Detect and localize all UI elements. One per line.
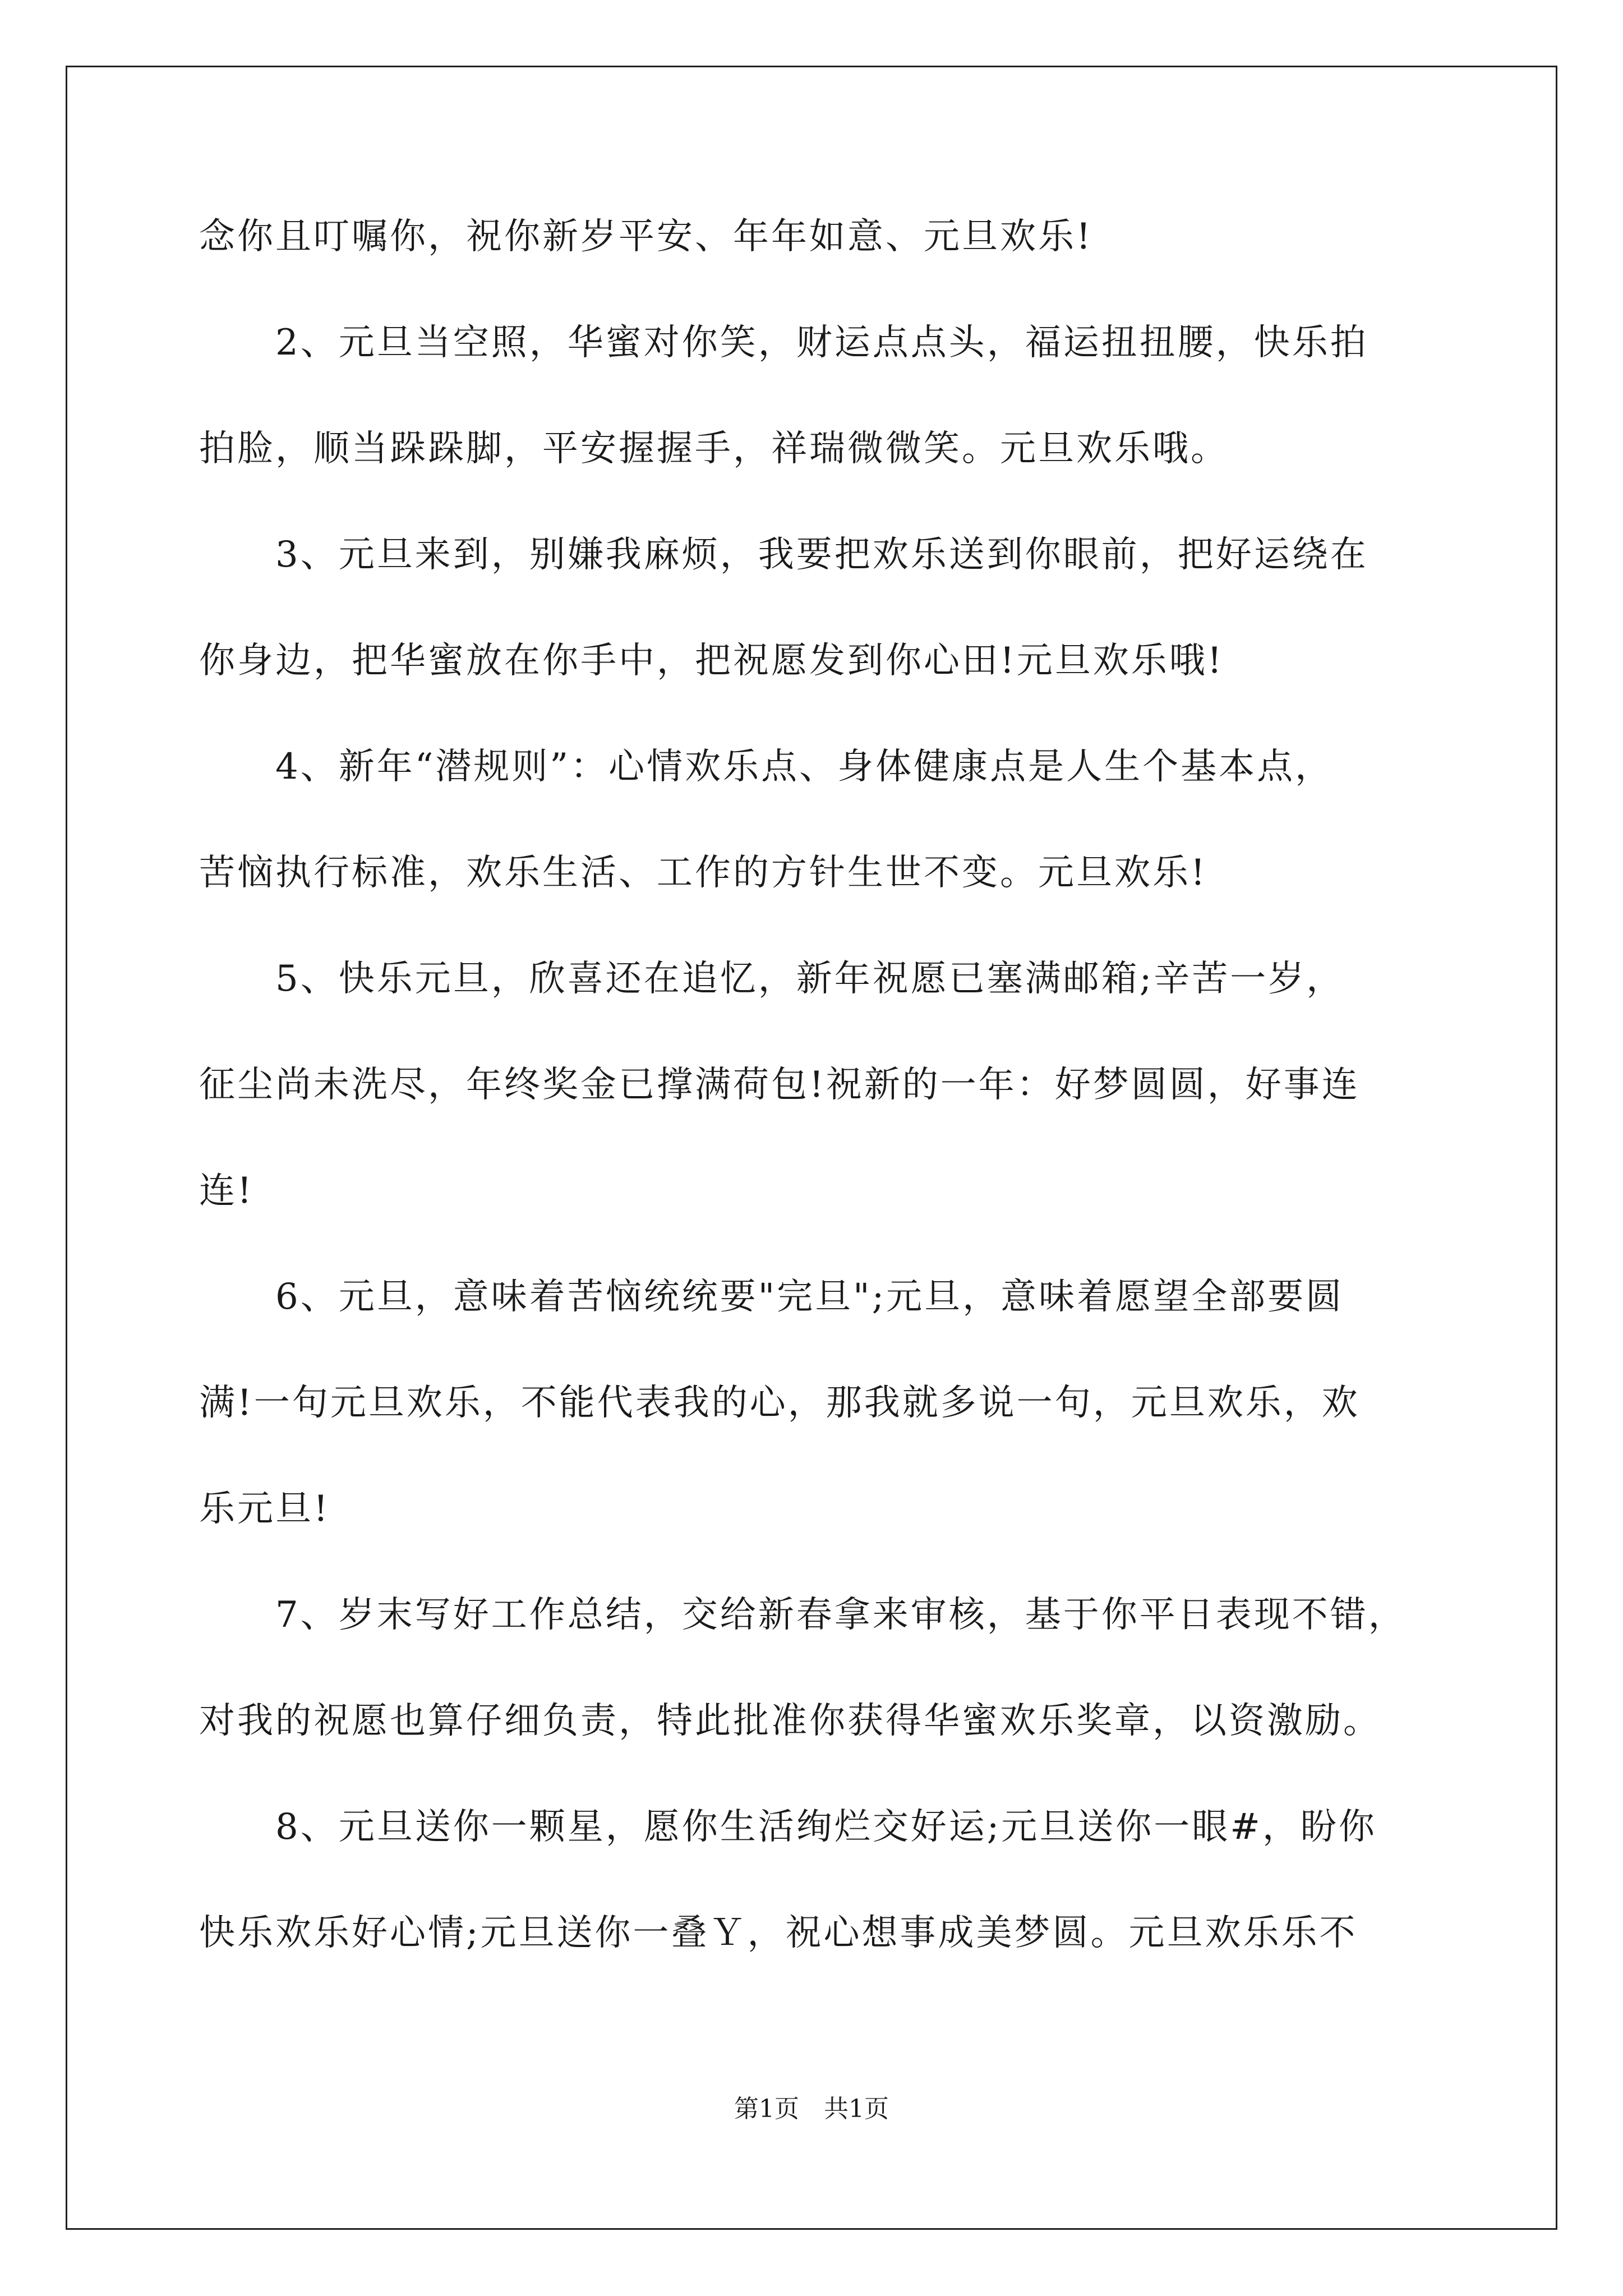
text-line: 对我的祝愿也算仔细负责，特此批准你获得华蜜欢乐奖章，以资激励。 [199, 1700, 1381, 1742]
text-line: 2、元旦当空照，华蜜对你笑，财运点点头，福运扭扭腰，快乐拍 [199, 322, 1368, 364]
text-line: 6、元旦，意味着苦恼统统要"完旦";元旦，意味着愿望全部要圆 [199, 1276, 1344, 1318]
text-line: 3、元旦来到，别嫌我麻烦，我要把欢乐送到你眼前，把好运绕在 [199, 534, 1368, 576]
text-line: 拍脸，顺当跺跺脚，平安握握手，祥瑞微微笑。元旦欢乐哦。 [199, 428, 1229, 470]
text-line: 连! [199, 1170, 254, 1212]
text-line: 7、岁末写好工作总结，交给新春拿来审核，基于你平日表现不错， [199, 1594, 1407, 1636]
text-line: 快乐欢乐好心情;元旦送你一叠Ｙ，祝心想事成美梦圆。元旦欢乐乐不 [199, 1912, 1358, 1954]
text-line: 征尘尚未洗尽，年终奖金已撑满荷包!祝新的一年：好梦圆圆，好事连 [199, 1064, 1360, 1106]
text-line: 满!一句元旦欢乐，不能代表我的心，那我就多说一句，元旦欢乐，欢 [199, 1382, 1360, 1424]
document-body [199, 212, 1430, 1958]
text-line: 5、快乐元旦，欣喜还在追忆，新年祝愿已塞满邮箱;辛苦一岁， [199, 958, 1345, 1000]
text-line: 4、新年“潜规则”：心情欢乐点、身体健康点是人生个基本点， [199, 746, 1334, 788]
text-line: 苦恼执行标准，欢乐生活、工作的方针生世不变。元旦欢乐! [199, 852, 1207, 894]
text-line: 你身边，把华蜜放在你手中，把祝愿发到你心田!元旦欢乐哦! [199, 640, 1224, 682]
text-line: 乐元旦! [199, 1488, 330, 1530]
text-line: 念你且叮嘱你，祝你新岁平安、年年如意、元旦欢乐! [199, 216, 1093, 257]
page-number-footer: 第1页 共1页 [734, 2095, 889, 2123]
text-line: 8、元旦送你一颗星，愿你生活绚烂交好运;元旦送你一眼#，盼你 [199, 1806, 1377, 1848]
